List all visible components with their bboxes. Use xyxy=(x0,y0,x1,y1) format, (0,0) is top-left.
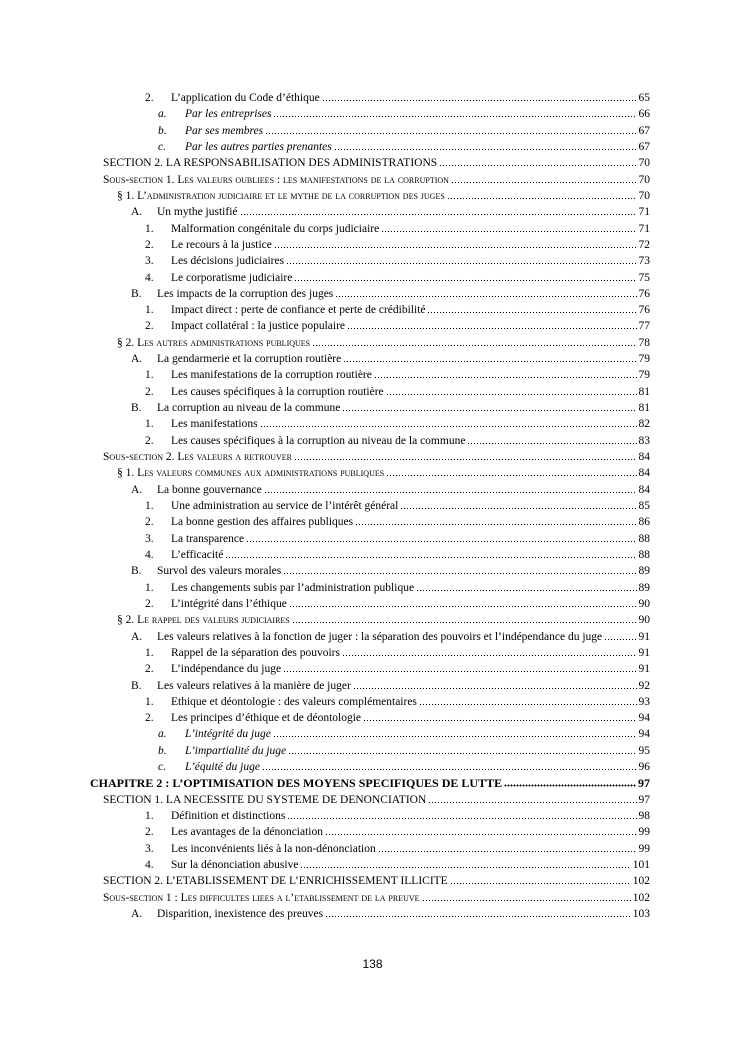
toc-entry[interactable] xyxy=(145,317,650,333)
dot-leader xyxy=(274,246,637,249)
toc-entry[interactable] xyxy=(145,546,650,562)
toc-entry-title: Impact direct : perte de confiance et perte de crédibilité xyxy=(171,304,426,317)
toc-entry[interactable] xyxy=(145,383,650,399)
toc-entry-title: Les valeurs relatives à la fonction de juger : la séparation des pouvoirs et l’indépendance du juge xyxy=(157,630,603,643)
toc-entry-title: Sur la dénonciation abusive xyxy=(171,859,299,872)
dot-leader xyxy=(347,327,636,330)
toc-entry-number: 1. xyxy=(145,222,154,235)
toc-entry-page: 70 xyxy=(638,189,650,202)
toc-entry-title: L’intégrité du juge xyxy=(185,728,271,741)
toc-entry-page: 92 xyxy=(638,679,650,692)
toc-entry[interactable] xyxy=(145,236,650,252)
toc-entry-number: 1. xyxy=(145,418,154,431)
toc-entry[interactable] xyxy=(158,122,650,138)
dot-leader xyxy=(378,850,637,853)
toc-entry-title: § 2. Les autres administrations publiques xyxy=(117,336,311,349)
toc-entry-title: Sous-section 1 : Les difficultes liees a l’etablissement de la preuve xyxy=(103,891,420,904)
toc-entry-page: 71 xyxy=(638,222,650,235)
toc-entry-number: A. xyxy=(131,630,143,643)
dot-leader xyxy=(335,295,636,298)
toc-entry-number: A. xyxy=(131,483,143,496)
toc-entry[interactable] xyxy=(158,742,650,758)
toc-entry-number: 4. xyxy=(145,548,154,561)
dot-leader xyxy=(422,899,631,902)
dot-leader xyxy=(386,474,636,477)
dot-leader xyxy=(246,540,636,543)
toc-entry-number: 2. xyxy=(145,516,154,529)
dot-leader xyxy=(353,687,637,690)
dot-leader xyxy=(294,279,636,282)
toc-entry-title: Ethique et déontologie : des valeurs complémentaires xyxy=(171,695,417,708)
toc-entry[interactable] xyxy=(145,530,650,546)
toc-entry[interactable] xyxy=(117,334,650,350)
toc-entry[interactable] xyxy=(145,856,650,872)
toc-entry[interactable] xyxy=(103,889,650,905)
toc-entry-page: 75 xyxy=(638,271,650,284)
toc-entry-title: Les manifestations xyxy=(171,418,258,431)
toc-entry[interactable] xyxy=(131,562,650,578)
toc-entry-number: 3. xyxy=(145,255,154,268)
toc-entry[interactable] xyxy=(131,905,650,921)
toc-entry[interactable] xyxy=(145,432,650,448)
toc-entry-title: Les manifestations de la corruption routière xyxy=(171,369,372,382)
toc-entry-page: 67 xyxy=(638,140,650,153)
toc-entry[interactable] xyxy=(103,791,650,807)
toc-entry-number: 2. xyxy=(145,663,154,676)
toc-entry-title: Impact collatéral : la justice populaire xyxy=(171,320,346,333)
dot-leader xyxy=(386,393,637,396)
toc-entry-number: B. xyxy=(131,402,142,415)
dot-leader xyxy=(322,99,637,102)
toc-entry-title: Par ses membres xyxy=(185,124,264,137)
toc-entry-title: Survol des valeurs morales xyxy=(157,565,282,578)
dot-leader xyxy=(273,115,636,118)
toc-entry-page: 89 xyxy=(638,565,650,578)
toc-entry[interactable] xyxy=(145,579,650,595)
toc-entry[interactable] xyxy=(145,693,650,709)
toc-entry[interactable] xyxy=(158,725,650,741)
toc-entry-page: 70 xyxy=(638,157,650,170)
dot-leader xyxy=(342,654,637,657)
toc-entry-page: 81 xyxy=(638,402,650,415)
toc-entry[interactable] xyxy=(145,807,650,823)
toc-entry-title: § 1. Les valeurs communes aux administrations publiques xyxy=(117,467,385,480)
toc-entry-number: 1. xyxy=(145,581,154,594)
toc-entry[interactable] xyxy=(117,611,650,627)
dot-leader xyxy=(294,458,636,461)
dot-leader xyxy=(273,735,637,738)
toc-entry-title: Rappel de la séparation des pouvoirs xyxy=(171,646,340,659)
toc-entry-number: A. xyxy=(131,908,143,920)
toc-entry-title: Les causes spécifiques à la corruption routière xyxy=(171,385,384,398)
toc-entry-page: 91 xyxy=(638,663,650,676)
toc-entry-number: a. xyxy=(158,108,167,121)
toc-entry-page: 84 xyxy=(638,451,650,464)
toc-entry[interactable] xyxy=(131,399,650,415)
toc-entry[interactable] xyxy=(145,840,650,856)
dot-leader xyxy=(289,605,637,608)
toc-entry-number: A. xyxy=(131,353,143,366)
toc-entry-number: 3. xyxy=(145,842,154,855)
toc-entry-number: 1. xyxy=(145,500,154,512)
toc-entry-title: L’intégrité dans l’éthique xyxy=(171,597,287,610)
toc-entry-title: Les impacts de la corruption des juges xyxy=(157,287,334,300)
toc-entry-number: 4. xyxy=(145,859,154,872)
dot-leader xyxy=(467,442,636,445)
toc-entry[interactable] xyxy=(145,823,650,839)
toc-entry-page: 90 xyxy=(638,597,650,610)
toc-entry-page: 71 xyxy=(638,206,650,219)
toc-entry-title: SECTION 2. L’ETABLISSEMENT DE L’ENRICHISSEMENT ILLICITE xyxy=(103,875,448,888)
dot-leader xyxy=(604,638,636,641)
toc-entry-number: 1. xyxy=(145,810,154,823)
toc-entry-page: 65 xyxy=(638,92,650,104)
toc-entry-page: 91 xyxy=(638,646,650,659)
toc-entry-page: 91 xyxy=(638,630,650,643)
toc-entry-page: 95 xyxy=(638,744,650,757)
toc-entry-page: 89 xyxy=(638,581,650,594)
dot-leader xyxy=(447,197,637,200)
toc-entry-number: 4. xyxy=(145,271,154,284)
toc-entry-number: a. xyxy=(158,728,167,741)
toc-entry[interactable] xyxy=(145,220,650,236)
dot-leader xyxy=(334,148,637,151)
toc-entry-title: L’indépendance du juge xyxy=(171,663,282,676)
toc-entry-title: Les décisions judiciaires xyxy=(171,255,285,268)
toc-entry-number: B. xyxy=(131,679,142,692)
toc-entry-number: B. xyxy=(131,287,142,300)
toc-entry[interactable] xyxy=(145,89,650,105)
toc-entry-page: 86 xyxy=(638,516,650,529)
toc-entry-number: 2. xyxy=(145,238,154,251)
toc-entry-number: 2. xyxy=(145,597,154,610)
toc-entry-number: b. xyxy=(158,744,167,757)
dot-leader xyxy=(325,915,631,918)
toc-entry-title: Les avantages de la dénonciation xyxy=(171,826,323,839)
page-number: 138 xyxy=(362,957,383,971)
dot-leader xyxy=(427,311,636,314)
toc-entry[interactable] xyxy=(145,269,650,285)
toc-entry[interactable] xyxy=(145,366,650,382)
dot-leader xyxy=(381,230,636,233)
dot-leader xyxy=(355,523,636,526)
toc-entry-number: 2. xyxy=(145,434,154,447)
dot-leader xyxy=(451,181,637,184)
dot-leader xyxy=(240,213,637,216)
dot-leader xyxy=(312,344,636,347)
toc-entry-title: La corruption au niveau de la commune xyxy=(157,402,341,415)
toc-entry-title: Sous-section 2. Les valeurs a retrouver xyxy=(103,451,293,464)
toc-entry[interactable] xyxy=(158,758,650,774)
toc-entry-title: § 1. L’administration judiciaire et le mythe de la corruption des juges xyxy=(117,189,445,202)
toc-entry-page: 73 xyxy=(638,255,650,268)
toc-entry-title: Un mythe justifié xyxy=(157,206,238,219)
toc-entry-number: b. xyxy=(158,124,167,137)
toc-entry-title: Malformation congénitale du corps judiciaire xyxy=(171,222,380,235)
toc-entry[interactable] xyxy=(131,628,650,644)
toc-entry[interactable] xyxy=(117,187,650,203)
toc-entry-page: 99 xyxy=(638,842,650,855)
toc-entry[interactable] xyxy=(117,464,650,480)
dot-leader xyxy=(287,817,636,820)
toc-entry[interactable] xyxy=(131,677,650,693)
toc-entry[interactable] xyxy=(145,644,650,660)
toc-entry-number: c. xyxy=(158,140,166,153)
toc-entry-number: 2. xyxy=(145,712,154,725)
toc-entry-page: 76 xyxy=(638,287,650,300)
toc-entry-title: Les inconvénients liés à la non-dénonciation xyxy=(171,842,376,855)
toc-entry-number: 1. xyxy=(145,646,154,659)
dot-leader xyxy=(262,768,637,771)
toc-entry-title: Le recours à la justice xyxy=(171,238,272,251)
dot-leader xyxy=(292,621,637,624)
toc-entry-page: 90 xyxy=(638,614,650,627)
toc-entry-page: 76 xyxy=(638,304,650,317)
toc-entry-title: SECTION 1. LA NECESSITE DU SYSTEME DE DENONCIATION xyxy=(103,793,427,806)
toc-entry[interactable] xyxy=(103,171,650,187)
toc-entry[interactable] xyxy=(131,481,650,497)
toc-entry[interactable] xyxy=(145,415,650,431)
toc-entry[interactable] xyxy=(145,595,650,611)
toc-entry-title: Disparition, inexistence des preuves xyxy=(157,908,324,920)
toc-entry[interactable] xyxy=(131,203,650,219)
toc-entry-page: 85 xyxy=(638,500,650,512)
toc-entry-page: 103 xyxy=(632,908,650,920)
toc-entry-page: 72 xyxy=(638,238,650,251)
dot-leader xyxy=(428,801,636,804)
toc-entry-title: La transparence xyxy=(171,532,245,545)
dot-leader xyxy=(265,132,636,135)
toc-entry-page: 83 xyxy=(638,434,650,447)
toc-entry-page: 66 xyxy=(638,108,650,121)
toc-entry-title: Les changements subis par l’administration publique xyxy=(171,581,415,594)
dot-leader xyxy=(439,164,636,167)
toc-entry-page: 78 xyxy=(638,336,650,349)
toc-entry-title: Les valeurs relatives à la manière de juger xyxy=(157,679,351,692)
dot-leader xyxy=(342,409,636,412)
dot-leader xyxy=(225,556,636,559)
toc-entry-number: 2. xyxy=(145,92,154,104)
toc-entry[interactable] xyxy=(158,105,650,121)
toc-entry-page: 79 xyxy=(638,369,650,382)
toc-entry-number: 2. xyxy=(145,826,154,839)
toc-entry-page: 99 xyxy=(638,826,650,839)
toc-entry-page: 96 xyxy=(638,761,650,774)
dot-leader xyxy=(363,719,636,722)
toc-entry-title: SECTION 2. LA RESPONSABILISATION DES ADMINISTRATIONS xyxy=(103,157,438,170)
dot-leader xyxy=(260,425,637,428)
toc-entry-title: L’impartialité du juge xyxy=(185,744,287,757)
toc-entry-title: La bonne gestion des affaires publiques xyxy=(171,516,354,529)
toc-entry-page: 79 xyxy=(638,353,650,366)
toc-entry-page: 98 xyxy=(638,810,650,823)
toc-entry-title: L’application du Code d’éthique xyxy=(171,92,320,104)
toc-entry-title: CHAPITRE 2 : L’OPTIMISATION DES MOYENS SPECIFIQUES DE LUTTE xyxy=(90,776,503,791)
toc-entry-number: 1. xyxy=(145,369,154,382)
toc-entry-title: Sous-section 1. Les valeurs oubliees : les manifestations de la corruption xyxy=(103,173,449,186)
toc-entry-page: 77 xyxy=(638,320,650,333)
dot-leader xyxy=(400,507,636,510)
dot-leader xyxy=(300,866,630,869)
toc-entry-number: 2. xyxy=(145,385,154,398)
toc-entry-page: 97 xyxy=(638,793,650,806)
dot-leader xyxy=(504,784,636,787)
toc-entry-page: 67 xyxy=(638,124,650,137)
dot-leader xyxy=(325,833,637,836)
toc-entry[interactable] xyxy=(158,138,650,154)
dot-leader xyxy=(416,589,636,592)
toc-entry[interactable] xyxy=(145,497,650,513)
toc-entry[interactable] xyxy=(145,709,650,725)
toc-entry-page: 84 xyxy=(638,467,650,480)
toc-entry[interactable] xyxy=(131,285,650,301)
toc-entry-page: 70 xyxy=(638,173,650,186)
toc-entry-page: 81 xyxy=(638,385,650,398)
dot-leader xyxy=(283,572,636,575)
toc-entry-number: 1. xyxy=(145,695,154,708)
toc-entry-number: 3. xyxy=(145,532,154,545)
toc-entry[interactable] xyxy=(103,154,650,170)
toc-entry[interactable] xyxy=(145,252,650,268)
dot-leader xyxy=(419,703,637,706)
toc-entry-page: 88 xyxy=(638,532,650,545)
dot-leader xyxy=(374,376,637,379)
toc-entry-number: B. xyxy=(131,565,142,578)
toc-entry-page: 94 xyxy=(638,728,650,741)
dot-leader xyxy=(283,670,636,673)
toc-entry-title: L’équité du juge xyxy=(185,761,260,774)
toc-entry-number: 1. xyxy=(145,304,154,317)
toc-entry-title: Les causes spécifiques à la corruption au niveau de la commune xyxy=(171,434,466,447)
toc-entry-number: A. xyxy=(131,206,143,219)
dot-leader xyxy=(343,360,636,363)
toc-entry-title: Le corporatisme judiciaire xyxy=(171,271,293,284)
toc-entry-number: c. xyxy=(158,761,166,774)
toc-entry-page: 88 xyxy=(638,548,650,561)
toc-entry-page: 82 xyxy=(638,418,650,431)
dot-leader xyxy=(264,491,637,494)
toc-entry-title: Une administration au service de l’intérêt général xyxy=(171,500,399,512)
toc-entry-page: 102 xyxy=(632,891,650,904)
toc-entry[interactable] xyxy=(131,350,650,366)
toc-entry-title: La gendarmerie et la corruption routière xyxy=(157,353,342,366)
dot-leader xyxy=(286,262,636,265)
toc-entry[interactable] xyxy=(103,872,650,888)
toc-entry-page: 94 xyxy=(638,712,650,725)
toc-entry-number: 2. xyxy=(145,320,154,333)
toc-entry-title: L’efficacité xyxy=(171,548,224,561)
toc-entry-page: 97 xyxy=(638,776,650,791)
toc-entry-title: Par les autres parties prenantes xyxy=(185,140,332,153)
toc-entry[interactable] xyxy=(145,301,650,317)
dot-leader xyxy=(450,882,631,885)
toc-entry[interactable] xyxy=(145,513,650,529)
toc-entry-title: § 2. Le rappel des valeurs judiciaires xyxy=(117,614,290,627)
toc-entry[interactable] xyxy=(103,448,650,464)
toc-entry-title: La bonne gouvernance xyxy=(157,483,262,496)
toc-entry[interactable] xyxy=(145,660,650,676)
toc-entry-title: Définition et distinctions xyxy=(171,810,286,823)
toc-entry-page: 84 xyxy=(638,483,650,496)
toc-entry-page: 101 xyxy=(632,859,650,872)
toc-entry[interactable] xyxy=(90,774,650,790)
toc-entry-page: 102 xyxy=(632,875,650,888)
dot-leader xyxy=(288,752,636,755)
toc-entry-title: Les principes d’éthique et de déontologie xyxy=(171,712,362,725)
toc-entry-page: 93 xyxy=(638,695,650,708)
toc-entry-title: Par les entreprises xyxy=(185,108,272,121)
